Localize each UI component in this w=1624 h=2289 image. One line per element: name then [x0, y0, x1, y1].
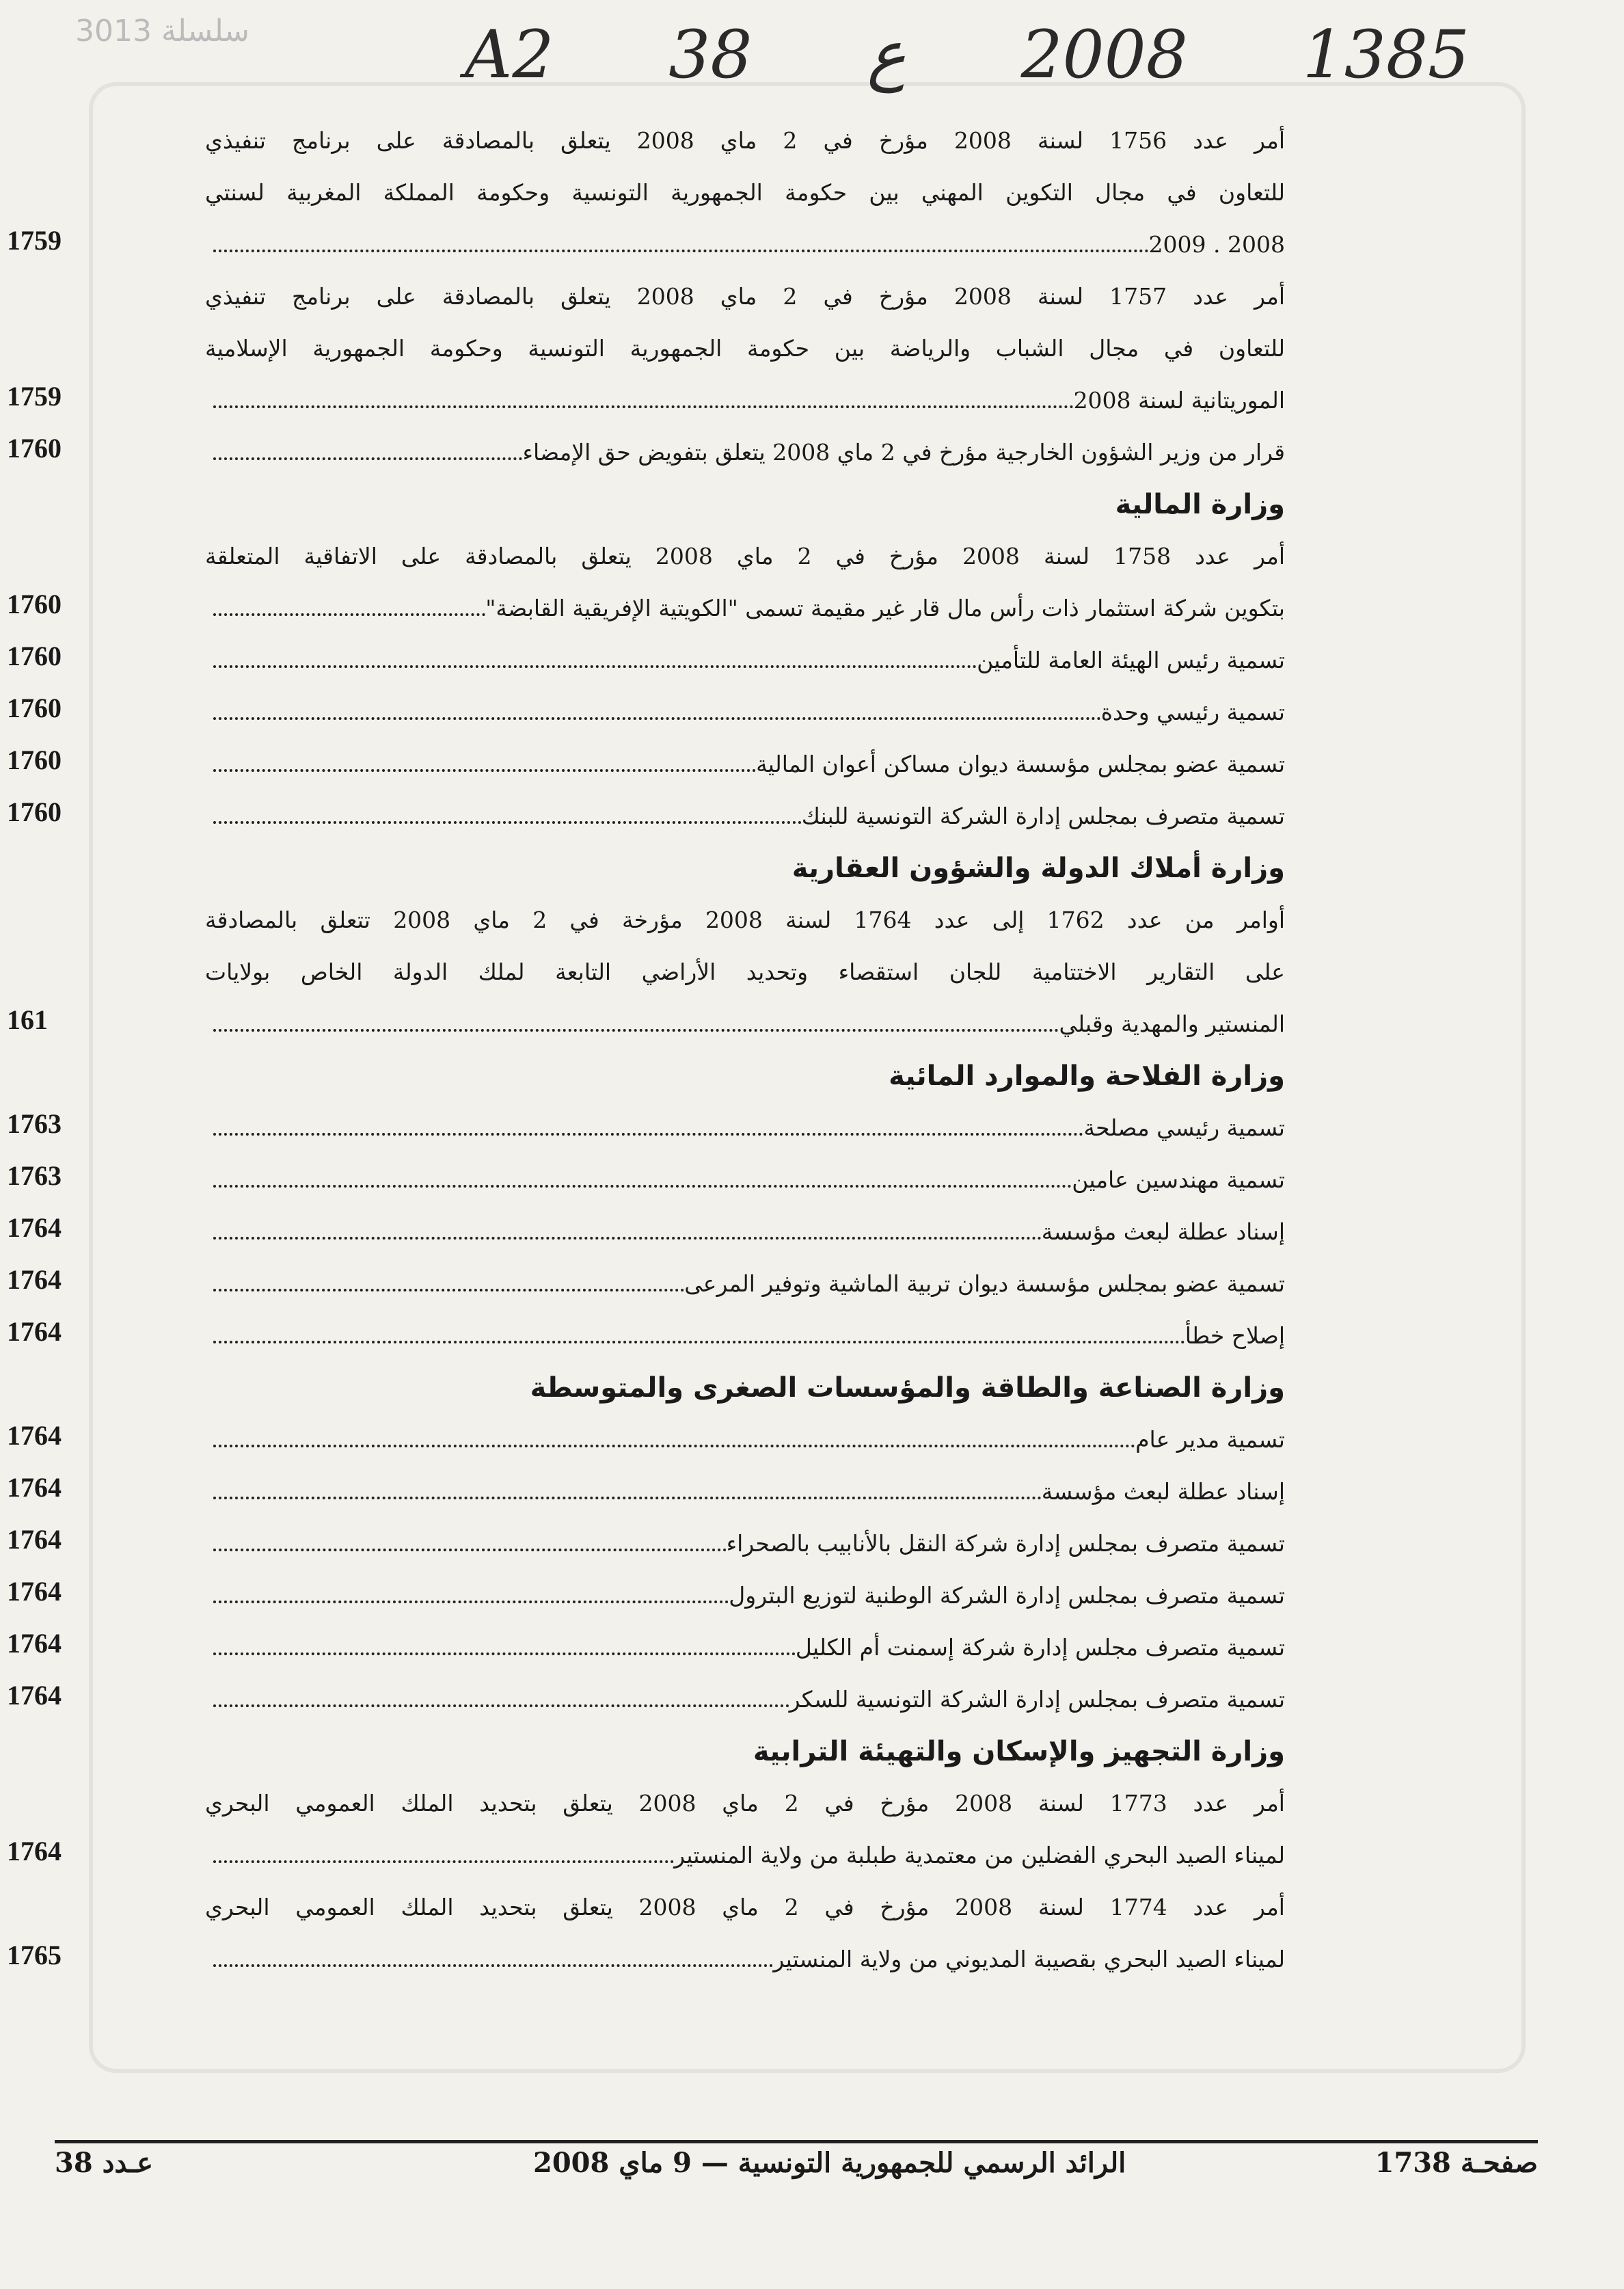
- toc-entry-line: [205, 1778, 1285, 1830]
- toc-entry-line: [205, 1570, 1285, 1622]
- toc-entry-line: [205, 790, 1285, 842]
- toc-entry-line: [205, 115, 1285, 167]
- toc-entry-text: تسمية متصرف بمجلس إدارة الشركة الوطنية لتوزيع البترول: [729, 1582, 1285, 1609]
- leader-dots: [213, 444, 522, 460]
- toc-entry-text: بتكوين شركة استثمار ذات رأس مال قار غير مقيمة تسمى "الكويتية الإفريقية القابضة": [485, 595, 1285, 621]
- leader-dots: [213, 1847, 674, 1863]
- handwritten-token: A2: [465, 16, 554, 93]
- toc-page-number: 1763: [7, 1160, 62, 1191]
- toc-entry: [7, 1570, 1285, 1622]
- toc-entry: [7, 790, 1285, 842]
- toc-entry-line: [205, 427, 1285, 479]
- toc-entry-text: تسمية عضو بمجلس مؤسسة ديوان مساكن أعوان المالية: [756, 751, 1285, 777]
- ministry-heading: وزارة المالية: [1115, 489, 1285, 520]
- toc-entry-line: [205, 1622, 1285, 1674]
- toc-page-number: 1764: [7, 1576, 62, 1607]
- footer-divider: [55, 2140, 1538, 2143]
- handwritten-token: 2008: [1020, 16, 1188, 93]
- toc-page-number: 1760: [7, 589, 62, 619]
- leader-dots: [213, 236, 1149, 252]
- toc-entry-line: [205, 167, 1285, 219]
- toc-entry-text: تسمية رئيس الهيئة العامة للتأمين: [977, 647, 1285, 673]
- leader-dots: [213, 755, 756, 772]
- leader-dots: [213, 1483, 1042, 1499]
- toc-entry-line: [205, 375, 1285, 427]
- leader-dots: [213, 704, 1101, 720]
- toc-entry-text: تسمية متصرف مجلس إدارة شركة إسمنت أم الكليل: [795, 1634, 1285, 1661]
- toc-entry: [7, 1882, 1285, 1985]
- leader-dots: [213, 1431, 1135, 1447]
- toc-page-number: 1764: [7, 1212, 62, 1243]
- toc-entry-line: [205, 531, 1285, 583]
- leader-dots: [213, 1327, 1185, 1343]
- leader-dots: [213, 1171, 1072, 1188]
- leader-dots: [213, 807, 802, 824]
- footer-issue-number: عـدد 38: [55, 2147, 153, 2179]
- toc-entry-line: [205, 323, 1285, 375]
- toc-entry: [7, 1206, 1285, 1258]
- toc-entry: [7, 427, 1285, 479]
- toc-entry: [7, 894, 1285, 1050]
- leader-dots: [213, 1587, 729, 1603]
- leader-dots: [213, 1639, 796, 1655]
- footer-page-number: صفحـة 1738: [1375, 2147, 1538, 2179]
- toc-entry: [7, 115, 1286, 271]
- toc-entry-line: [205, 1102, 1285, 1154]
- toc-entry: [7, 686, 1285, 738]
- toc-entry-text: إسناد عطلة لبعث مؤسسة: [1041, 1478, 1285, 1505]
- toc-entry-text: 2008 . 2009: [1148, 231, 1285, 258]
- toc-entry-text: تسمية متصرف بمجلس إدارة الشركة التونسية للسكر: [789, 1686, 1285, 1713]
- toc-entry-text: أمر عدد 1773 لسنة 2008 مؤرخ في 2 ماي 2008 يتعلق بتحديد الملك العمومي البحري: [205, 1790, 1285, 1817]
- leader-dots: [213, 1535, 727, 1551]
- toc-entry-text: أمر عدد 1757 لسنة 2008 مؤرخ في 2 ماي 2008 يتعلق بالمصادقة على برنامج تنفيذي: [205, 283, 1286, 310]
- table-of-contents: [7, 115, 1286, 1985]
- leader-dots: [213, 600, 485, 616]
- leader-dots: [213, 652, 977, 668]
- toc-entry-line: [205, 1154, 1285, 1206]
- toc-entry: [7, 271, 1286, 427]
- toc-page-number: 1764: [7, 1524, 62, 1555]
- toc-entry-text: أمر عدد 1774 لسنة 2008 مؤرخ في 2 ماي 2008 يتعلق بتحديد الملك العمومي البحري: [205, 1894, 1285, 1920]
- toc-entry: [7, 1414, 1285, 1466]
- toc-entry: [7, 1674, 1285, 1726]
- toc-entry: [7, 1258, 1285, 1310]
- toc-entry-text: لميناء الصيد البحري بقصيبة المديوني من ولاية المنستير: [773, 1946, 1285, 1972]
- toc-entry-line: [205, 686, 1285, 738]
- toc-entry-line: [205, 998, 1285, 1050]
- ministry-heading: وزارة الصناعة والطاقة والمؤسسات الصغرى والمتوسطة: [530, 1372, 1285, 1404]
- toc-entry-line: [205, 1466, 1285, 1518]
- toc-entry: [7, 1102, 1285, 1154]
- toc-entry: [7, 531, 1286, 634]
- toc-entry: [7, 1466, 1285, 1518]
- toc-entry-text: قرار من وزير الشؤون الخارجية مؤرخ في 2 ماي 2008 يتعلق بتفويض حق الإمضاء: [522, 439, 1285, 466]
- toc-page-number: 1763: [7, 1108, 62, 1139]
- toc-entry-line: [205, 583, 1285, 634]
- toc-entry-text: أمر عدد 1758 لسنة 2008 مؤرخ في 2 ماي 2008 يتعلق بالمصادقة على الاتفاقية المتعلقة: [205, 543, 1286, 570]
- toc-page-number: 1764: [7, 1680, 62, 1711]
- toc-page-number: 1760: [7, 745, 62, 775]
- toc-entry-line: [205, 634, 1285, 686]
- toc-page-number: 1760: [7, 433, 62, 464]
- toc-entry-line: [205, 1933, 1285, 1985]
- leader-dots: [213, 1015, 1059, 1032]
- ministry-heading: وزارة أملاك الدولة والشؤون العقارية: [791, 853, 1285, 884]
- toc-entry-line: [205, 1310, 1285, 1362]
- toc-entry-line: [205, 1206, 1285, 1258]
- archive-stamp: 3013 ﺳﻠﺴﻠﺔ: [75, 14, 249, 49]
- toc-entry: [7, 634, 1285, 686]
- toc-page-number: 1760: [7, 693, 62, 723]
- toc-page-number: 1764: [7, 1420, 62, 1451]
- toc-entry-text: تسمية مدير عام: [1135, 1426, 1285, 1453]
- toc-entry-text: الموريتانية لسنة 2008: [1073, 387, 1285, 414]
- toc-page-number: 1764: [7, 1316, 62, 1347]
- page-footer: [55, 2147, 1538, 2201]
- ministry-heading: وزارة التجهيز والإسكان والتهيئة الترابية: [753, 1736, 1285, 1767]
- toc-entry: [7, 1622, 1285, 1674]
- toc-entry-text: تسمية متصرف بمجلس إدارة الشركة التونسية للبنك: [801, 803, 1285, 829]
- toc-entry-text: تسمية عضو بمجلس مؤسسة ديوان تربية الماشية وتوفير المرعى: [684, 1270, 1285, 1297]
- leader-dots: [213, 1275, 684, 1291]
- toc-entry: [7, 1518, 1285, 1570]
- handwritten-token: ع: [867, 16, 906, 93]
- toc-entry-text: إسناد عطلة لبعث مؤسسة: [1041, 1218, 1285, 1245]
- handwritten-token: 1385: [1302, 16, 1470, 93]
- handwritten-token: 38: [668, 16, 753, 93]
- leader-dots: [213, 392, 1074, 408]
- leader-dots: [213, 1223, 1042, 1240]
- toc-page-number: 1760: [7, 797, 62, 827]
- toc-entry-text: المنستير والمهدية وقبلي: [1059, 1010, 1285, 1037]
- toc-entry: [7, 1778, 1285, 1882]
- toc-entry: [7, 1154, 1285, 1206]
- ministry-heading: وزارة الفلاحة والموارد المائية: [889, 1060, 1285, 1092]
- toc-page-number: 1759: [7, 225, 62, 256]
- handwritten-annotation: [465, 14, 1470, 96]
- toc-entry-line: [205, 1258, 1285, 1310]
- leader-dots: [213, 1691, 789, 1707]
- toc-page-number: 1760: [7, 641, 62, 671]
- toc-page-number: 1759: [7, 381, 62, 412]
- toc-entry-text: للتعاون في مجال الشباب والرياضة بين حكومة الجمهورية التونسية وحكومة الجمهورية الإسلامية: [205, 335, 1285, 362]
- toc-entry-line: [205, 946, 1285, 998]
- toc-entry-text: تسمية متصرف بمجلس إدارة شركة النقل بالأنابيب بالصحراء: [726, 1530, 1285, 1557]
- toc-page-number: 1764: [7, 1628, 62, 1659]
- toc-page-number: 1764: [7, 1836, 62, 1866]
- toc-page-number: 1764: [7, 1264, 62, 1295]
- toc-entry: [7, 738, 1285, 790]
- toc-page-number: 1764: [7, 1472, 62, 1503]
- toc-entry-text: لميناء الصيد البحري الفضلين من معتمدية طبلبة من ولاية المنستير: [674, 1842, 1285, 1869]
- toc-page-number: 1765: [7, 1940, 62, 1970]
- toc-entry-text: تسمية رئيسي وحدة: [1100, 699, 1285, 725]
- toc-entry-line: [205, 1674, 1285, 1726]
- toc-entry-line: [205, 1830, 1285, 1882]
- toc-entry-line: [205, 738, 1285, 790]
- toc-entry-text: أوامر من عدد 1762 إلى عدد 1764 لسنة 2008 مؤرخة في 2 ماي 2008 تتعلق بالمصادقة: [205, 907, 1285, 933]
- toc-entry-line: [205, 1882, 1285, 1933]
- toc-entry-text: إصلاح خطأ: [1185, 1322, 1285, 1349]
- toc-page-number: 161: [7, 1004, 48, 1035]
- toc-entry-line: [205, 1414, 1285, 1466]
- toc-entry-line: [205, 219, 1285, 271]
- toc-entry-line: [205, 271, 1285, 323]
- toc-entry-line: [205, 1518, 1285, 1570]
- toc-entry-text: على التقارير الاختتامية للجان استقصاء وتحديد الأراضي التابعة لملك الدولة الخاص بولايات: [205, 959, 1285, 985]
- toc-entry: [7, 1310, 1285, 1362]
- toc-entry-text: تسمية رئيسي مصلحة: [1083, 1114, 1285, 1141]
- leader-dots: [213, 1119, 1083, 1136]
- footer-journal-title: الرائد الرسمي للجمهورية التونسية — 9 ماي 2008: [533, 2147, 1126, 2179]
- toc-entry-text: للتعاون في مجال التكوين المهني بين حكومة الجمهورية التونسية وحكومة المملكة المغربية لسنتي: [205, 179, 1285, 206]
- toc-entry-text: تسمية مهندسين عامين: [1072, 1166, 1285, 1193]
- toc-entry-line: [205, 894, 1285, 946]
- leader-dots: [213, 1951, 773, 1967]
- toc-entry-text: أمر عدد 1756 لسنة 2008 مؤرخ في 2 ماي 2008 يتعلق بالمصادقة على برنامج تنفيذي: [205, 127, 1286, 154]
